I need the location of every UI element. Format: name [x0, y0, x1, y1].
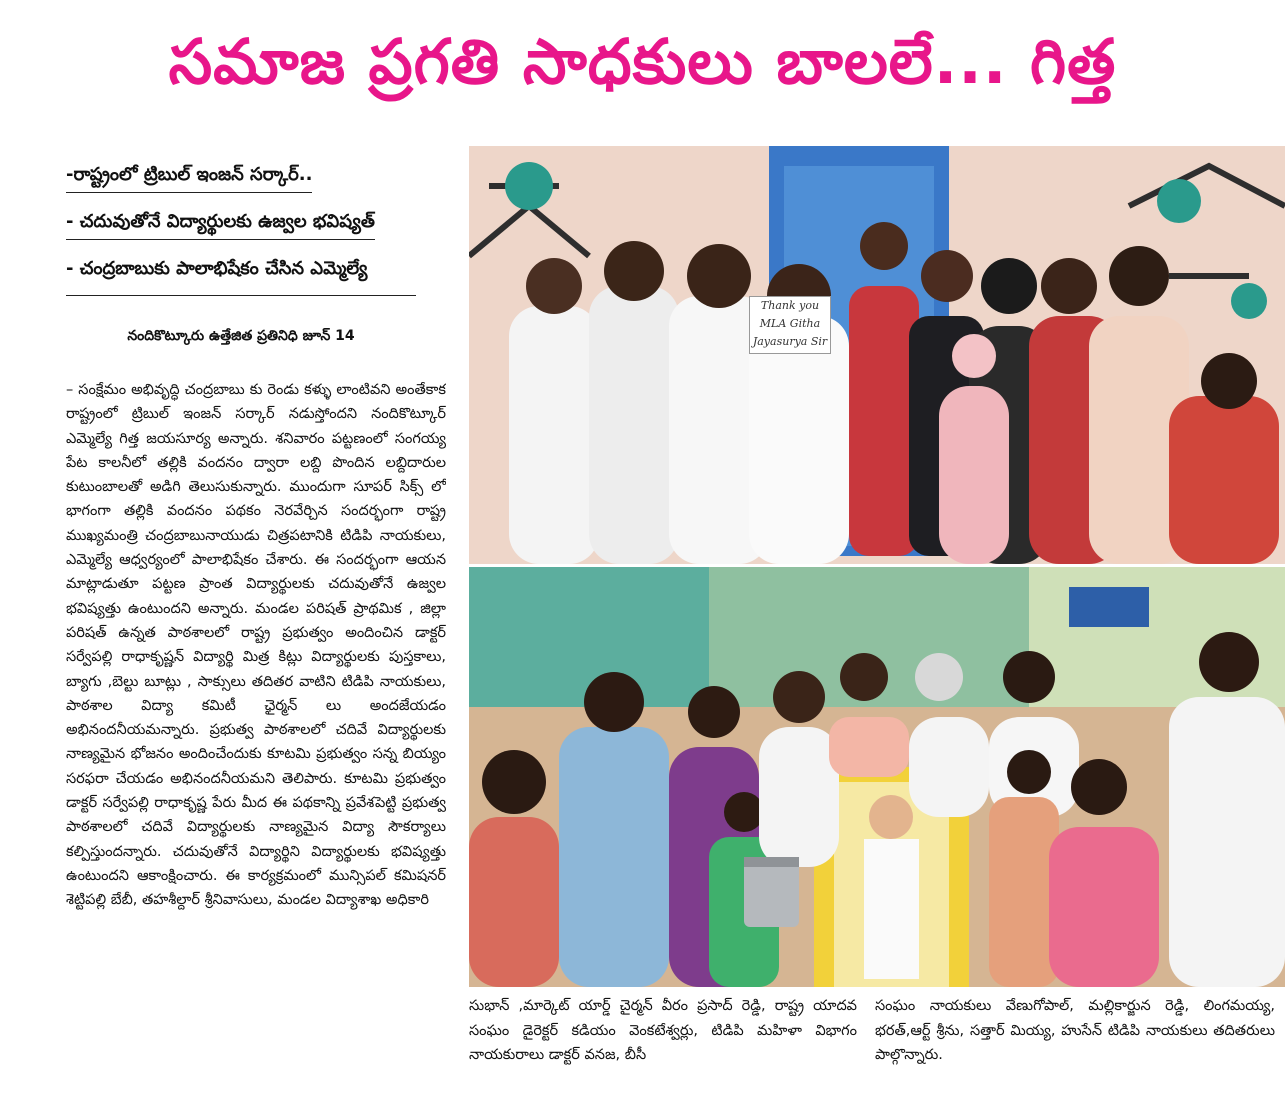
dateline: నందికొట్కూరు ఉత్తేజిత ప్రతినిధి జూన్ 14: [127, 328, 355, 344]
photo-milk-offering: [469, 567, 1285, 987]
photo-caption-right: సంఘం నాయకులు వేణుగోపాల్, మల్లికార్జున రెడ్డి, లింగమయ్య, భరత్,ఆర్ట్ శ్రీను, సత్తార్ మియ్య, హుసేన్ టిడిపి నాయకులు తదితరులు పాల్గొన్నారు.: [875, 998, 1275, 1063]
photo-caption-left: సుభాన్ ,మార్కెట్ యార్డ్ చైర్మన్ వీరం ప్రసాద్ రెడ్డి, రాష్ట్ర యాదవ సంఘం డైరెక్టర్ కడియం వెంకటేశ్వర్లు, టిడిపి మహిళా విభాగం నాయకురాలు డాక్టర్ వనజ, బీసీ: [469, 998, 857, 1063]
photo-event-group: [469, 146, 1285, 564]
photo-milk-offering-illustration: [469, 567, 1285, 987]
subhead-2: - చదువుతోనే విద్యార్థులకు ఉజ్వల భవిష్యత్: [66, 207, 375, 240]
subhead-1: -రాష్ట్రంలో ట్రిబుల్ ఇంజన్ సర్కార్..: [66, 160, 312, 193]
thank-you-sign: Thank you MLA Githa Jayasurya Sir: [749, 296, 831, 354]
headline: సమాజ ప్రగతి సాధకులు బాలలే... గిత్త: [168, 25, 1117, 98]
photo-event-group-illustration: [469, 146, 1285, 564]
subhead-3: - చంద్రబాబుకు పాలాభిషేకం చేసిన ఎమ్మెల్యే: [66, 258, 368, 279]
divider: [66, 295, 416, 296]
subheads: [66, 160, 426, 300]
article-body: – సంక్షేమం అభివృద్ధి చంద్రబాబు కు రెండు కళ్ళు లాంటివని అంతేకాక రాష్ట్రంలో ట్రిబుల్ ఇంజన్ సర్కార్ నడుస్తోందని నందికొట్కూర్ ఎమ్మెల్యే గిత్త జయసూర్య అన్నారు. శనివారం పట్టణంలో సంగయ్య పేట కాలనీలో తల్లికి వందనం ద్వారా లబ్ది పొందిన లబ్దిదారుల కుటుంబాలతో అడిగి తెలుసుకున్నారు. ముందుగా సూపర్ సిక్స్ లో భాగంగా తల్లికి వందనం పథకం నెరవేర్చిన సందర్భంగా రాష్ట్ర ముఖ్యమంత్రి చంద్రబాబునాయుడు చిత్రపటానికి టిడిపి నాయకులు, ఎమ్మెల్యే ఆధ్వర్యంలో పాలాభిషేకం చేశారు. ఈ సందర్భంగా ఆయన మాట్లాడుతూ పట్టణ ప్రాంత విద్యార్థులకు చదువుతోనే ఉజ్వల భవిష్యత్తు ఉంటుందని అన్నారు. మండల పరిషత్ ప్రాథమిక , జిల్లా పరిషత్ ఉన్నత పాఠశాలలో రాష్ట్ర ప్రభుత్వం అందించిన డాక్టర్ సర్వేపల్లి రాధాకృష్ణన్ విద్యార్థి మిత్ర కిట్లు విద్యార్థులకు పుస్తకాలు, బ్యాగు ,బెల్టు బూట్లు , సాక్సులు తదితర వాటిని టిడిపి నాయకులు, పాఠశాల విద్యా కమిటీ ఛైర్మన్ లు అందజేయడం అభినందనీయమన్నారు. ప్రభుత్వ పాఠశాలలో చదివే విద్యార్థులకు నాణ్యమైన భోజనం అందించేందుకు కూటమి ప్రభుత్వం సన్న బియ్యం సరఫరా చేయడం అభినందనీయమని తెలిపారు. కూటమి ప్రభుత్వం డాక్టర్ సర్వేపల్లి రాధాకృష్ణ పేరు మీద ఈ పథకాన్ని ప్రవేశపెట్టి ప్రభుత్వ పాఠశాలలో చదివే విద్యార్థులకు నాణ్యమైన విద్యా సౌకర్యాలు కల్పిస్తుందన్నారు. చదువుతోనే విద్యార్థిని విద్యార్థులకు భవిష్యత్తు ఉంటుందని ఆకాంక్షించారు. ఈ కార్యక్రమంలో మున్సిపల్ కమిషనర్ శెట్టిపల్లి బేబీ, తహశీల్దార్ శ్రీనివాసులు, మండల విద్యాశాఖ అధికారి: [66, 382, 446, 909]
